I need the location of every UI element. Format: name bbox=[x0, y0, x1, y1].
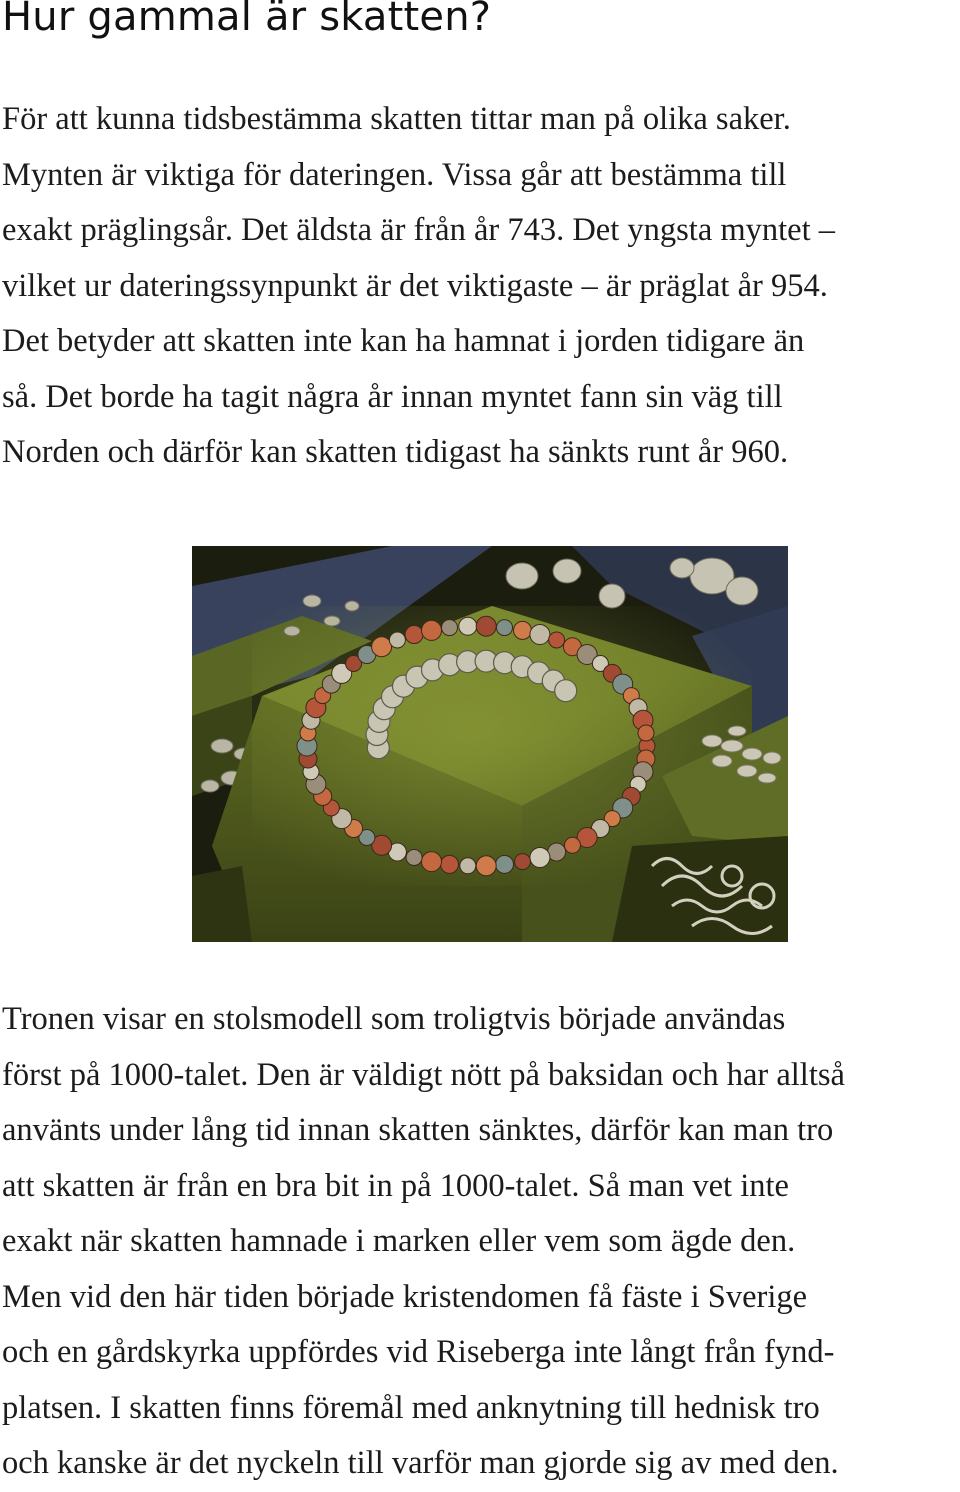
text-line: Mynten är viktiga för dateringen. Vissa går att bestämma till bbox=[2, 156, 787, 193]
necklace-bead bbox=[514, 621, 532, 639]
text-line: Norden och därför kan skatten tidigast ha sänkts runt år 960. bbox=[2, 434, 789, 470]
paragraph-throne-dating bbox=[2, 992, 845, 1492]
paragraph-dating-coins bbox=[2, 92, 835, 481]
text-line: exakt när skatten hamnade i marken eller vem som ägde den. bbox=[2, 1223, 796, 1259]
text-line: att skatten är från en bra bit in på 1000-talet. Så man vet inte bbox=[2, 1167, 789, 1204]
text-line: Men vid den här tiden började kristendomen få fäste i Sverige bbox=[2, 1278, 808, 1315]
necklace-bead bbox=[405, 626, 423, 644]
necklace-bead bbox=[496, 855, 514, 873]
necklace-bead bbox=[530, 625, 550, 645]
text-line: För att kunna tidsbestämma skatten tittar man på olika saker. bbox=[2, 101, 791, 137]
text-line: så. Det borde ha tagit några år innan myntet fann sin väg till bbox=[2, 378, 783, 415]
necklace-bead bbox=[515, 854, 531, 870]
text-line: exakt präglingsår. Det äldsta är från år 743. Det yngsta myntet – bbox=[2, 212, 836, 248]
text-line: först på 1000-talet. Den är väldigt nött på baksidan och har alltså bbox=[2, 1056, 845, 1093]
text-line: Det betyder att skatten inte kan ha hamnat i jorden tidigare än bbox=[2, 323, 805, 359]
necklace-bead bbox=[497, 620, 513, 636]
section-heading: Hur gammal är skatten? bbox=[2, 0, 492, 40]
necklace-bead bbox=[460, 858, 476, 874]
necklace-bead bbox=[459, 617, 477, 635]
necklace-bead bbox=[441, 855, 459, 873]
necklace-bead bbox=[476, 616, 496, 636]
text-line: använts under lång tid innan skatten sänktes, därför kan man tro bbox=[2, 1112, 834, 1148]
necklace-bead bbox=[476, 856, 496, 876]
necklace-bead bbox=[372, 637, 392, 657]
necklace-bead bbox=[564, 837, 580, 853]
text-line: vilket ur dateringssynpunkt är det viktigaste – är präglat år 954. bbox=[2, 267, 828, 304]
necklace-bead bbox=[442, 620, 458, 636]
necklace-bead bbox=[530, 848, 550, 868]
necklace-bead bbox=[422, 620, 442, 640]
necklace-bead bbox=[638, 725, 654, 741]
necklace-bead bbox=[389, 632, 405, 648]
treasure-photo bbox=[192, 546, 788, 942]
necklace-bead bbox=[406, 850, 422, 866]
necklace-bead bbox=[422, 852, 442, 872]
text-line: och en gårdskyrka uppfördes vid Riseberga inte långt från fynd- bbox=[2, 1334, 835, 1370]
necklace-bead bbox=[549, 632, 565, 648]
silver-bead bbox=[555, 680, 577, 702]
text-line: och kanske är det nyckeln till varför man gjorde sig av med den. bbox=[2, 1445, 839, 1481]
text-line: Tronen visar en stolsmodell som troligtvis började användas bbox=[2, 1001, 786, 1037]
text-line: platsen. I skatten finns föremål med anknytning till hednisk tro bbox=[2, 1389, 820, 1426]
